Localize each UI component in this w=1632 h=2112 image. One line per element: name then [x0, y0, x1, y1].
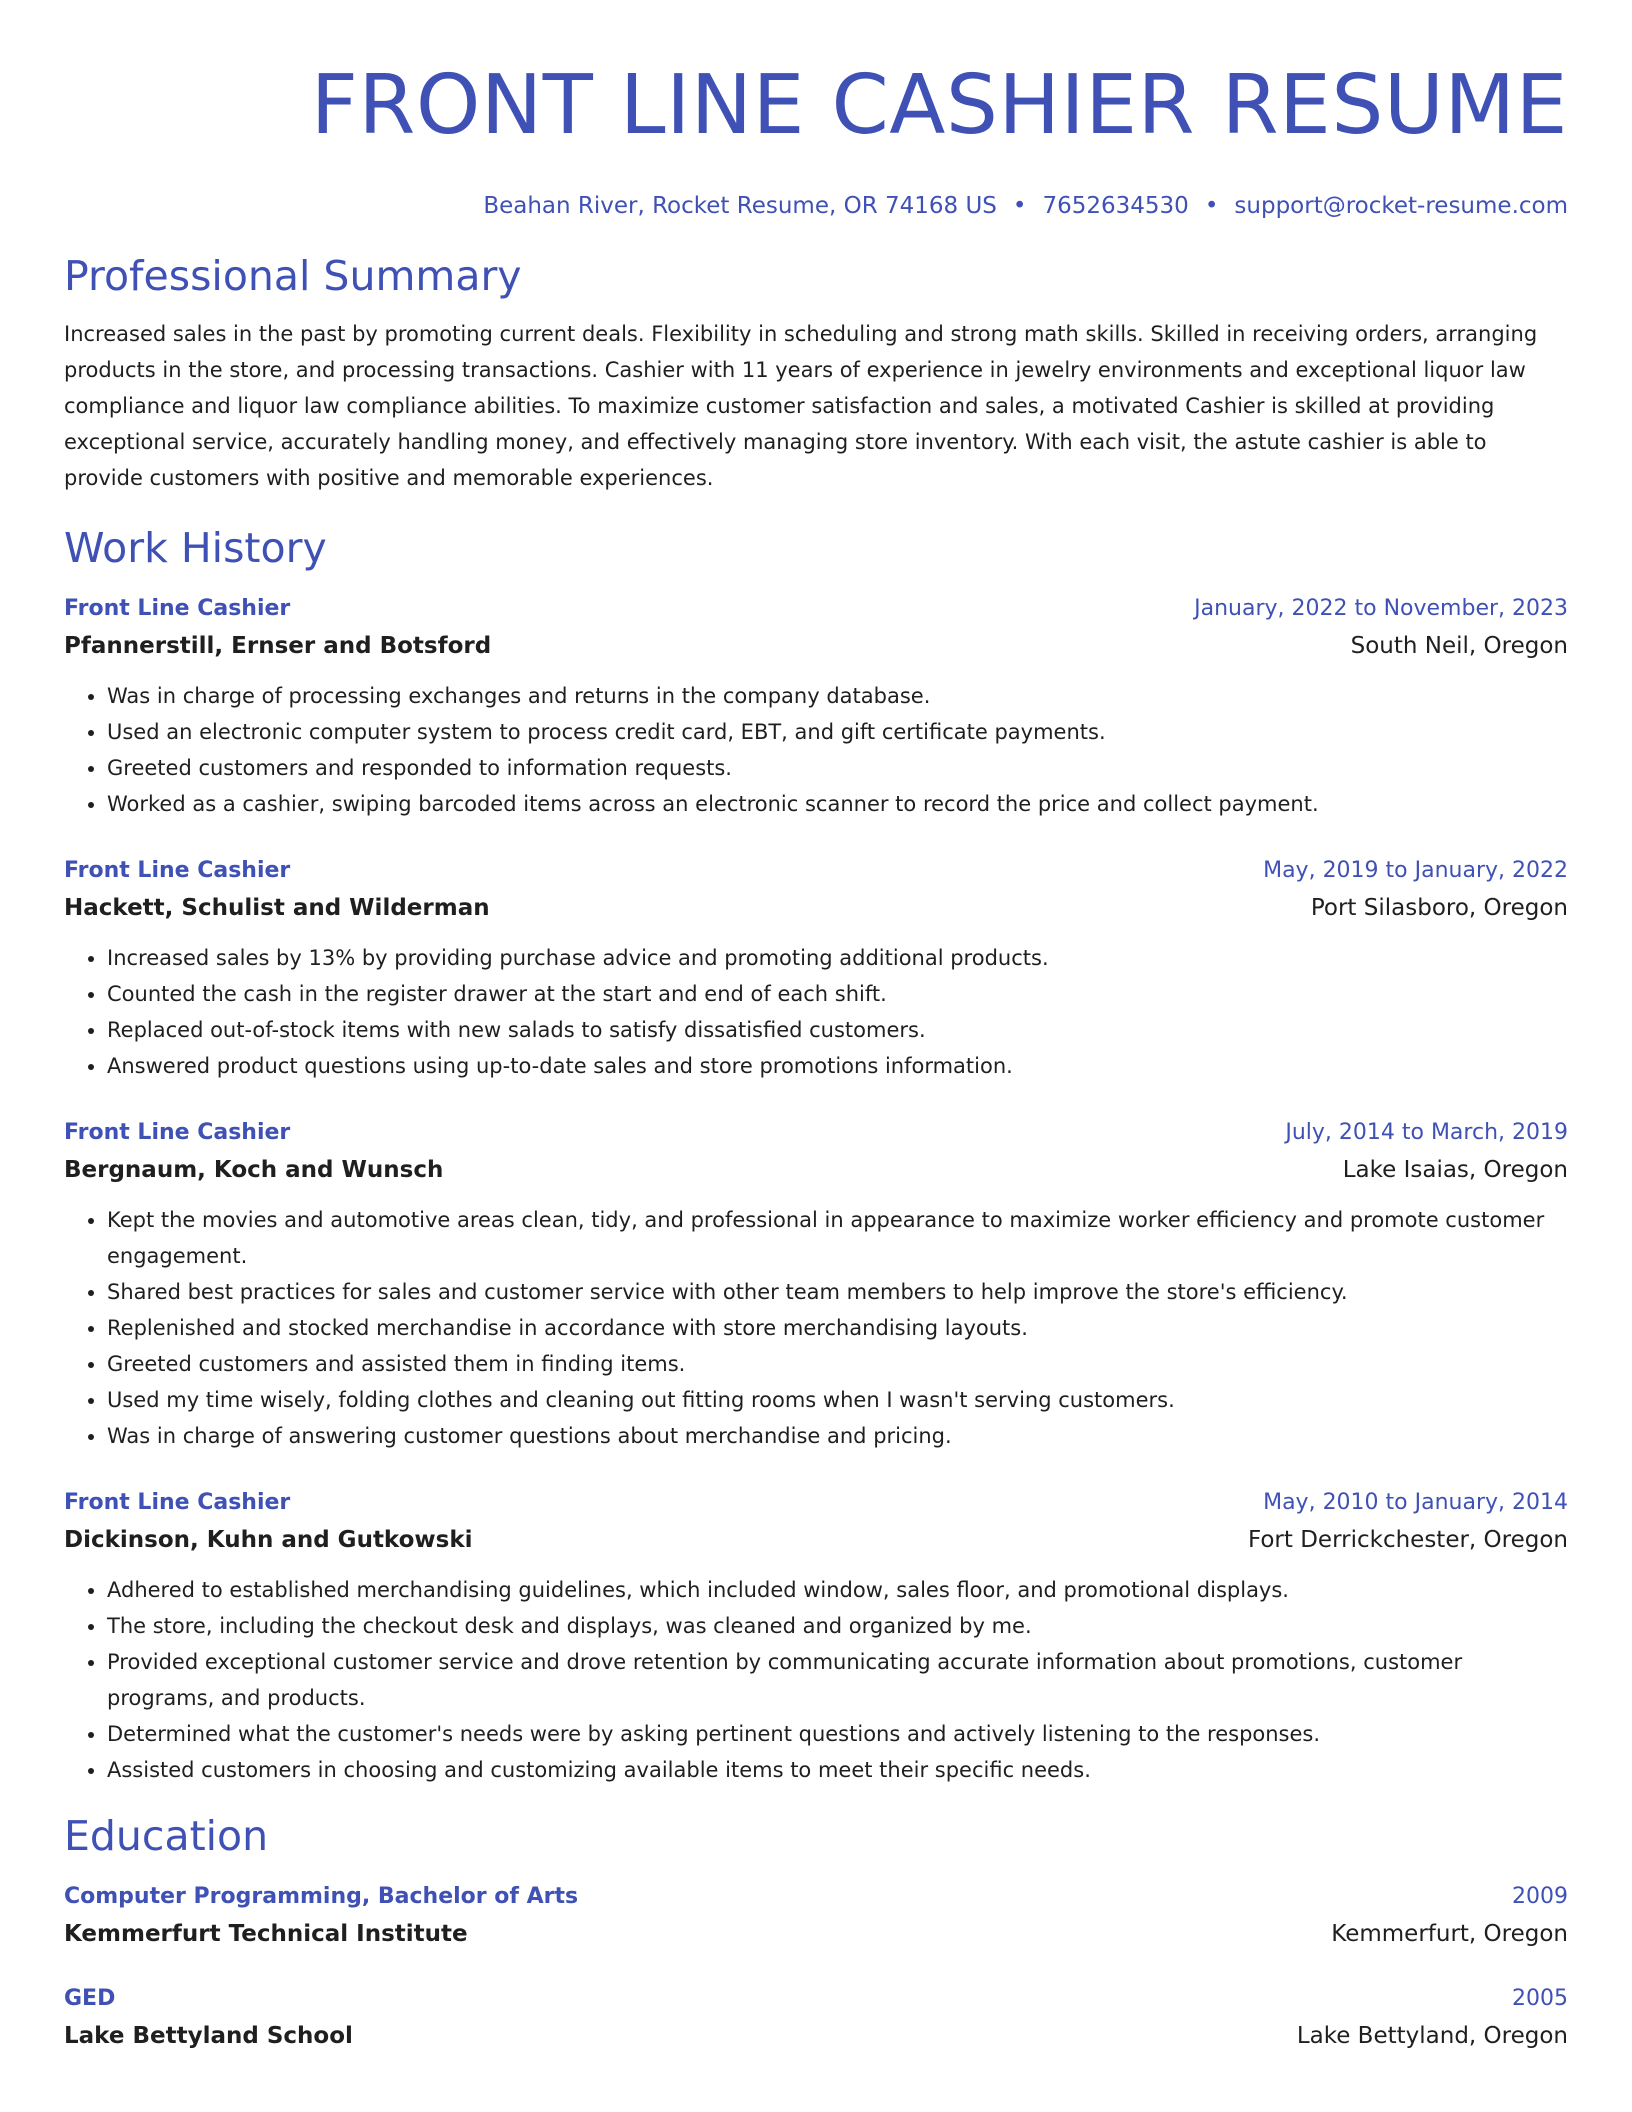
resume-title: FRONT LINE CASHIER RESUME [310, 58, 1568, 153]
job-bullet: • Replenished and stocked merchandise in accordance with store merchandising layouts. [107, 1310, 1568, 1346]
contact-line [64, 190, 1568, 222]
education-list [64, 1880, 1568, 2056]
contact-email: support@rocket-resume.com [1234, 193, 1568, 219]
job-role: Front Line Cashier [64, 1120, 291, 1145]
job-bullet: • Shared best practices for sales and customer service with other team members to help improve the store's efficiency. [107, 1274, 1568, 1310]
education-school: Kemmerfurt Technical Institute [64, 1921, 468, 1947]
job-entry [64, 854, 1568, 1084]
job-bullets [64, 678, 1568, 822]
job-dates: July, 2014 to March, 2019 [1285, 1120, 1568, 1145]
job-role: Front Line Cashier [64, 1490, 291, 1515]
job-location: Port Silasboro, Oregon [1310, 895, 1568, 921]
education-degree: GED [64, 1986, 116, 2011]
job-company: Bergnaum, Koch and Wunsch [64, 1157, 444, 1183]
job-bullet: • Increased sales by 13% by providing purchase advice and promoting additional products. [107, 940, 1568, 976]
job-entry [64, 592, 1568, 822]
work-history-heading: Work History [64, 524, 327, 572]
job-bullets [64, 1572, 1568, 1788]
education-heading: Education [64, 1812, 269, 1860]
job-bullet: • Used my time wisely, folding clothes and cleaning out fitting rooms when I wasn't serving customers. [107, 1382, 1568, 1418]
job-bullet: • Determined what the customer's needs were by asking pertinent questions and actively listening to the responses. [107, 1716, 1568, 1752]
contact-separator: • [1204, 193, 1219, 219]
job-location: South Neil, Oregon [1350, 633, 1568, 659]
education-entry [64, 1982, 1568, 2056]
job-entry [64, 1116, 1568, 1454]
job-location: Fort Derrickchester, Oregon [1247, 1527, 1568, 1553]
education-location: Kemmerfurt, Oregon [1331, 1921, 1568, 1947]
job-list [64, 592, 1568, 1788]
education-location: Lake Bettyland, Oregon [1296, 2023, 1568, 2049]
job-bullet: • Counted the cash in the register drawer at the start and end of each shift. [107, 976, 1568, 1012]
job-bullet: • Greeted customers and responded to information requests. [107, 750, 1568, 786]
job-bullets [64, 940, 1568, 1084]
job-entry [64, 1486, 1568, 1788]
job-bullets [64, 1202, 1568, 1454]
education-degree: Computer Programming, Bachelor of Arts [64, 1884, 579, 1909]
job-bullet: • Kept the movies and automotive areas clean, tidy, and professional in appearance to maximize worker efficiency and promote customer engagement. [107, 1202, 1568, 1274]
summary-text: Increased sales in the past by promoting current deals. Flexibility in scheduling and strong math skills. Skilled in receiving orders, arranging products in the store, and processing transactions. Cashier with 11 years of experience in jewelry environments and exceptional liquor law compliance and liquor law compliance abilities. To maximize customer satisfaction and sales, a motivated Cashier is skilled at providing exceptional service, accurately handling money, and effectively managing store inventory. With each visit, the astute cashier is able to provide customers with positive and memorable experiences. [64, 322, 1538, 490]
resume-page [64, 0, 1568, 2056]
job-bullet: • Greeted customers and assisted them in finding items. [107, 1346, 1568, 1382]
education-entry [64, 1880, 1568, 1954]
job-bullet: • Worked as a cashier, swiping barcoded items across an electronic scanner to record the price and collect payment. [107, 786, 1568, 822]
contact-address: Beahan River, Rocket Resume, OR 74168 US [483, 193, 997, 219]
summary-heading: Professional Summary [64, 252, 522, 300]
job-dates: January, 2022 to November, 2023 [1194, 596, 1568, 621]
job-role: Front Line Cashier [64, 858, 291, 883]
education-year: 2005 [1512, 1986, 1568, 2011]
job-bullet: • Used an electronic computer system to process credit card, EBT, and gift certificate payments. [107, 714, 1568, 750]
job-bullet: • Assisted customers in choosing and customizing available items to meet their specific needs. [107, 1752, 1568, 1788]
job-company: Dickinson, Kuhn and Gutkowski [64, 1527, 473, 1553]
job-bullet: • Adhered to established merchandising guidelines, which included window, sales floor, and promotional displays. [107, 1572, 1568, 1608]
job-company: Hackett, Schulist and Wilderman [64, 895, 490, 921]
job-dates: May, 2010 to January, 2014 [1263, 1490, 1568, 1515]
job-role: Front Line Cashier [64, 596, 291, 621]
job-bullet: • Replaced out-of-stock items with new salads to satisfy dissatisfied customers. [107, 1012, 1568, 1048]
education-school: Lake Bettyland School [64, 2023, 353, 2049]
job-bullet: • Was in charge of answering customer questions about merchandise and pricing. [107, 1418, 1568, 1454]
job-bullet: • Provided exceptional customer service and drove retention by communicating accurate information about promotions, customer programs, and products. [107, 1644, 1568, 1716]
job-dates: May, 2019 to January, 2022 [1263, 858, 1568, 883]
job-bullet: • Answered product questions using up-to-date sales and store promotions information. [107, 1048, 1568, 1084]
education-year: 2009 [1512, 1884, 1568, 1909]
job-bullet: • The store, including the checkout desk and displays, was cleaned and organized by me. [107, 1608, 1568, 1644]
contact-separator: • [1012, 193, 1027, 219]
job-company: Pfannerstill, Ernser and Botsford [64, 633, 492, 659]
contact-phone: 7652634530 [1042, 193, 1189, 219]
job-bullet: • Was in charge of processing exchanges and returns in the company database. [107, 678, 1568, 714]
job-location: Lake Isaias, Oregon [1342, 1157, 1568, 1183]
